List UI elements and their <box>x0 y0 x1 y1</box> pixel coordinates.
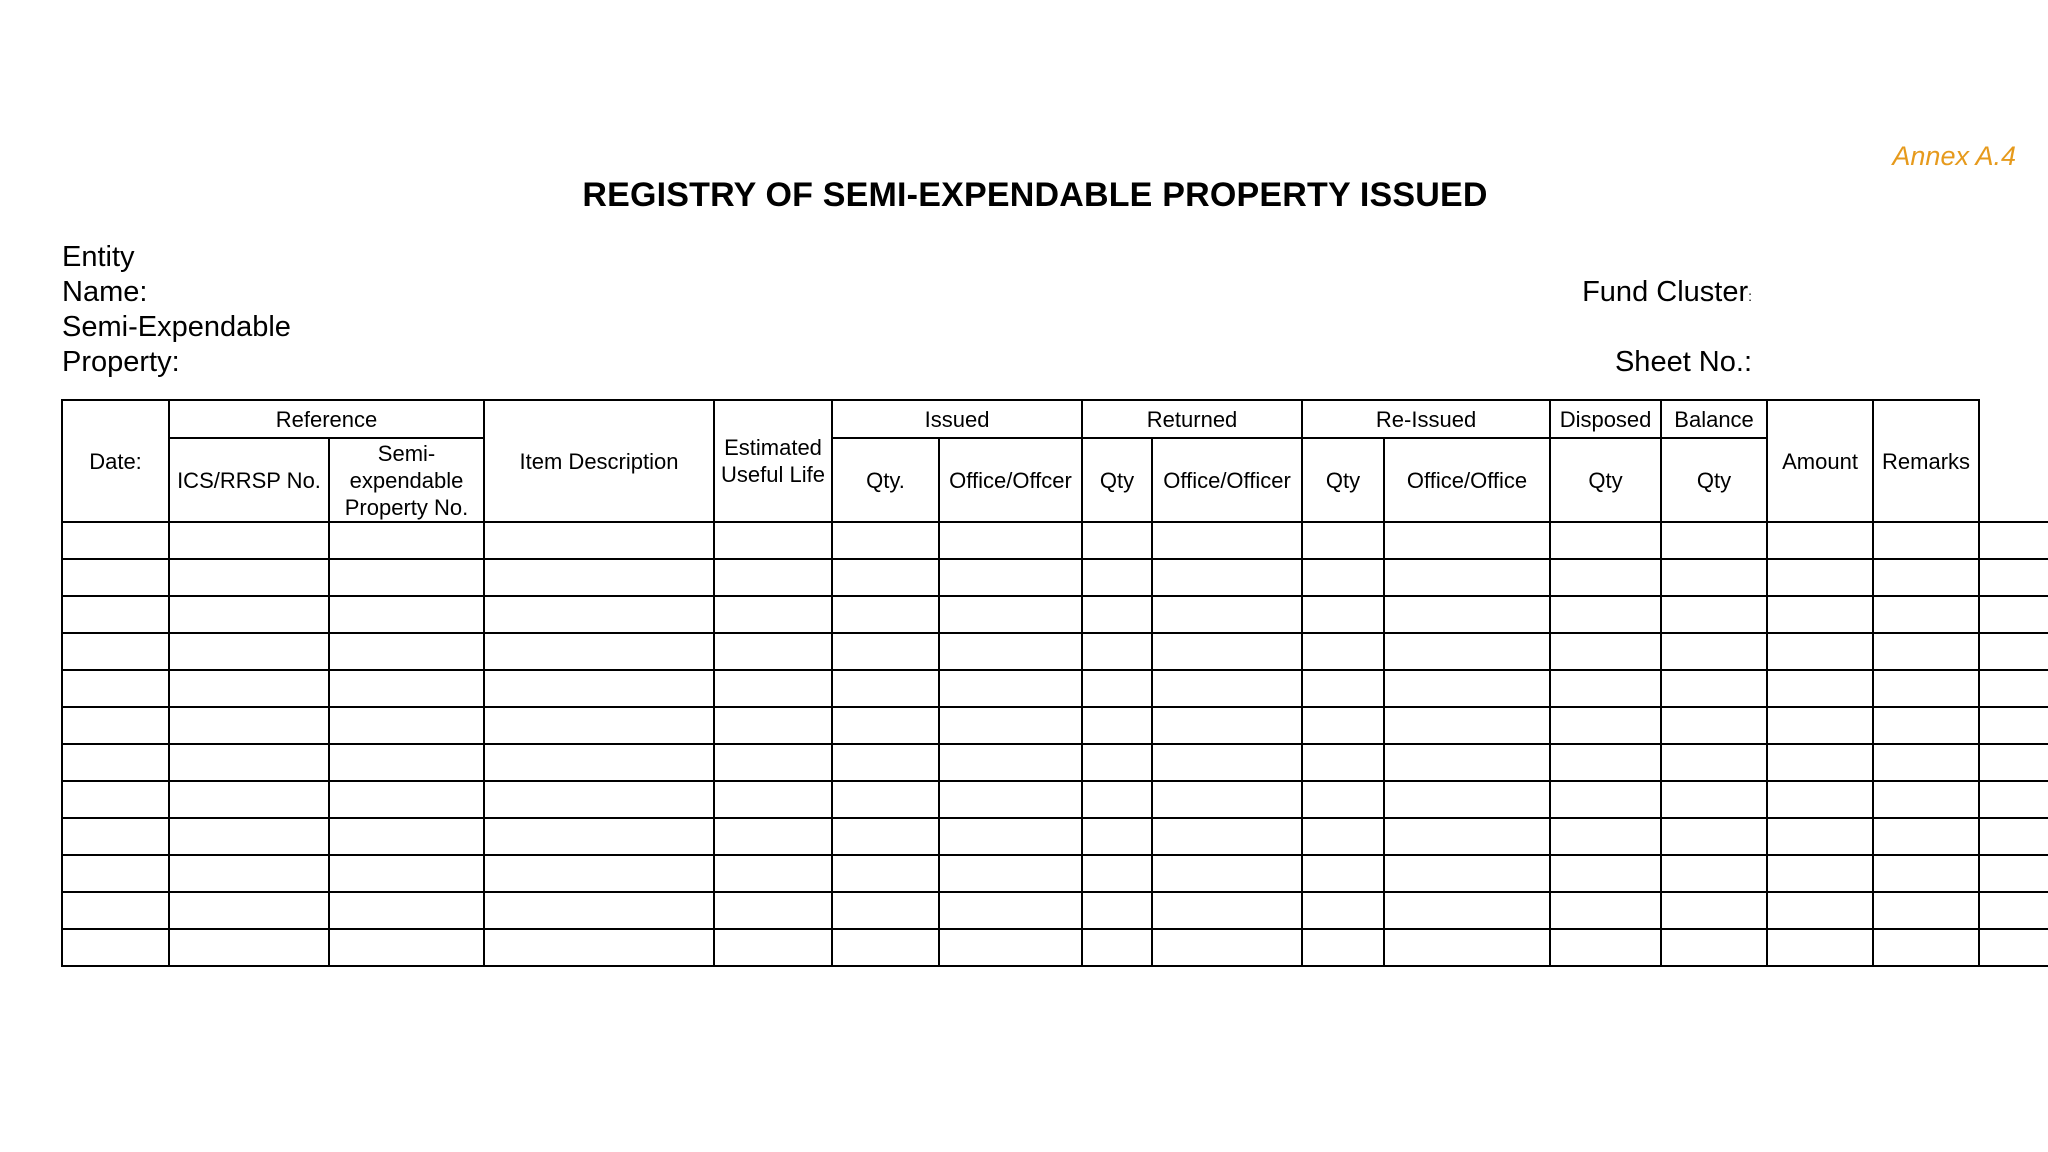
fund-cluster-text: Fund Cluster <box>1582 276 1749 308</box>
table-cell[interactable] <box>1979 855 2048 892</box>
table-cell[interactable] <box>714 707 832 744</box>
table-cell[interactable] <box>1152 707 1302 744</box>
table-cell[interactable] <box>1661 855 1767 892</box>
table-cell[interactable] <box>169 892 329 929</box>
table-cell[interactable] <box>714 892 832 929</box>
table-cell[interactable] <box>1661 744 1767 781</box>
table-cell[interactable] <box>1550 929 1661 966</box>
table-cell[interactable] <box>1302 522 1384 559</box>
table-cell[interactable] <box>1979 818 2048 855</box>
table-cell[interactable] <box>484 744 714 781</box>
semi-expendable-label-line1: Semi-Expendable <box>62 311 291 343</box>
table-cell[interactable] <box>1384 744 1550 781</box>
page-title: REGISTRY OF SEMI-EXPENDABLE PROPERTY ISSUED <box>582 176 1488 214</box>
table-cell[interactable] <box>1082 522 1152 559</box>
table-cell[interactable] <box>169 670 329 707</box>
table-cell[interactable] <box>939 707 1082 744</box>
table-cell[interactable] <box>62 818 169 855</box>
table-cell[interactable] <box>329 559 484 596</box>
table-cell[interactable] <box>1550 596 1661 633</box>
header-returned: Returned <box>1082 400 1302 438</box>
table-cell[interactable] <box>1152 929 1302 966</box>
table-cell[interactable] <box>1384 929 1550 966</box>
table-cell[interactable] <box>939 670 1082 707</box>
table-cell[interactable] <box>832 633 939 670</box>
table-cell[interactable] <box>169 596 329 633</box>
table-cell[interactable] <box>1302 744 1384 781</box>
table-row <box>62 559 2048 596</box>
table-cell[interactable] <box>1767 707 1873 744</box>
table-cell[interactable] <box>1661 522 1767 559</box>
table-cell[interactable] <box>939 855 1082 892</box>
table-cell[interactable] <box>1979 633 2048 670</box>
table-cell[interactable] <box>62 744 169 781</box>
sheet-no-label: Sheet No.: <box>1614 346 1752 378</box>
table-cell[interactable] <box>1550 707 1661 744</box>
table-cell[interactable] <box>1661 559 1767 596</box>
table-cell[interactable] <box>62 707 169 744</box>
table-cell[interactable] <box>1767 596 1873 633</box>
table-cell[interactable] <box>484 892 714 929</box>
table-cell[interactable] <box>714 818 832 855</box>
fund-cluster-label <box>1582 275 1752 314</box>
header-useful-life-line2: Useful Life <box>721 462 825 487</box>
table-cell[interactable] <box>832 707 939 744</box>
table-cell[interactable] <box>169 744 329 781</box>
table-cell[interactable] <box>169 929 329 966</box>
table-cell[interactable] <box>1873 670 1979 707</box>
table-cell[interactable] <box>1661 670 1767 707</box>
table-cell[interactable] <box>939 929 1082 966</box>
table-cell[interactable] <box>1082 929 1152 966</box>
header-sep-no-line3: Property No. <box>344 494 469 520</box>
table-cell[interactable] <box>939 781 1082 818</box>
header-item-description: Item Description <box>484 400 714 522</box>
table-cell[interactable] <box>1082 707 1152 744</box>
table-cell[interactable] <box>1873 744 1979 781</box>
table-cell[interactable] <box>1873 559 1979 596</box>
table-cell[interactable] <box>484 559 714 596</box>
table-cell[interactable] <box>1873 781 1979 818</box>
table-cell[interactable] <box>169 855 329 892</box>
table-cell[interactable] <box>1152 781 1302 818</box>
table-cell[interactable] <box>1767 670 1873 707</box>
table-cell[interactable] <box>1767 818 1873 855</box>
table-cell[interactable] <box>1661 929 1767 966</box>
table-cell[interactable] <box>62 855 169 892</box>
table-cell[interactable] <box>1152 559 1302 596</box>
table-cell[interactable] <box>62 670 169 707</box>
table-cell[interactable] <box>62 929 169 966</box>
table-cell[interactable] <box>1384 522 1550 559</box>
table-cell[interactable] <box>1550 855 1661 892</box>
table-cell[interactable] <box>1152 744 1302 781</box>
table-cell[interactable] <box>939 818 1082 855</box>
table-cell[interactable] <box>1384 670 1550 707</box>
table-cell[interactable] <box>832 670 939 707</box>
table-cell[interactable] <box>329 707 484 744</box>
table-row <box>62 522 2048 559</box>
header-balance-qty: Qty <box>1661 438 1767 522</box>
table-cell[interactable] <box>484 855 714 892</box>
table-cell[interactable] <box>1979 559 2048 596</box>
table-cell[interactable] <box>714 559 832 596</box>
table-cell[interactable] <box>169 781 329 818</box>
table-cell[interactable] <box>714 633 832 670</box>
table-cell[interactable] <box>1550 892 1661 929</box>
table-cell[interactable] <box>484 522 714 559</box>
table-cell[interactable] <box>484 818 714 855</box>
table-cell[interactable] <box>714 855 832 892</box>
table-cell[interactable] <box>1979 522 2048 559</box>
table-cell[interactable] <box>169 707 329 744</box>
table-row <box>62 781 2048 818</box>
header-reissued-office: Office/Office <box>1384 438 1550 522</box>
header-remarks: Remarks <box>1873 400 1979 522</box>
table-cell[interactable] <box>1384 559 1550 596</box>
header-ics-rrsp-no: ICS/RRSP No. <box>169 438 329 522</box>
table-cell[interactable] <box>1384 855 1550 892</box>
table-cell[interactable] <box>832 522 939 559</box>
header-sep-no-line1: Semi- <box>377 440 436 466</box>
table-row <box>62 633 2048 670</box>
table-cell[interactable] <box>1152 818 1302 855</box>
table-cell[interactable] <box>62 559 169 596</box>
table-cell[interactable] <box>169 522 329 559</box>
table-cell[interactable] <box>939 596 1082 633</box>
table-cell[interactable] <box>1767 633 1873 670</box>
table-cell[interactable] <box>1082 744 1152 781</box>
table-cell[interactable] <box>1302 670 1384 707</box>
table-cell[interactable] <box>714 670 832 707</box>
table-cell[interactable] <box>1767 559 1873 596</box>
table-cell[interactable] <box>1082 892 1152 929</box>
header-returned-office-officer: Office/Officer <box>1152 438 1302 522</box>
header-issued-office-officer: Office/Offcer <box>939 438 1082 522</box>
table-cell[interactable] <box>939 522 1082 559</box>
table-cell[interactable] <box>1302 707 1384 744</box>
table-cell[interactable] <box>1661 818 1767 855</box>
table-cell[interactable] <box>1082 559 1152 596</box>
table-cell[interactable] <box>1661 707 1767 744</box>
table-cell[interactable] <box>1152 596 1302 633</box>
table-cell[interactable] <box>1873 818 1979 855</box>
table-cell[interactable] <box>329 670 484 707</box>
header-amount: Amount <box>1767 400 1873 522</box>
table-row <box>62 892 2048 929</box>
table-cell[interactable] <box>1767 855 1873 892</box>
table-cell[interactable] <box>1767 744 1873 781</box>
table-cell[interactable] <box>1152 522 1302 559</box>
table-cell[interactable] <box>1550 781 1661 818</box>
registry-body <box>62 522 2048 966</box>
table-cell[interactable] <box>1302 781 1384 818</box>
table-cell[interactable] <box>832 818 939 855</box>
table-row <box>62 707 2048 744</box>
header-reissued-qty: Qty <box>1302 438 1384 522</box>
table-cell[interactable] <box>329 929 484 966</box>
table-cell[interactable] <box>62 596 169 633</box>
table-cell[interactable] <box>1873 522 1979 559</box>
table-cell[interactable] <box>484 707 714 744</box>
table-cell[interactable] <box>832 929 939 966</box>
table-cell[interactable] <box>329 522 484 559</box>
header-sep-no-line2: expendable <box>349 467 464 493</box>
table-cell[interactable] <box>329 855 484 892</box>
table-cell[interactable] <box>329 596 484 633</box>
table-cell[interactable] <box>1767 929 1873 966</box>
table-cell[interactable] <box>1152 633 1302 670</box>
registry-table <box>61 399 2048 967</box>
header-issued: Issued <box>832 400 1082 438</box>
table-cell[interactable] <box>329 633 484 670</box>
table-cell[interactable] <box>1979 929 2048 966</box>
table-cell[interactable] <box>1873 707 1979 744</box>
table-cell[interactable] <box>832 596 939 633</box>
table-cell[interactable] <box>1302 855 1384 892</box>
table-cell[interactable] <box>832 559 939 596</box>
table-cell[interactable] <box>832 781 939 818</box>
entity-name-label-line2: Name: <box>62 276 148 308</box>
table-cell[interactable] <box>1302 892 1384 929</box>
table-cell[interactable] <box>1979 670 2048 707</box>
table-cell[interactable] <box>1302 633 1384 670</box>
table-cell[interactable] <box>714 744 832 781</box>
table-cell[interactable] <box>1082 818 1152 855</box>
table-cell[interactable] <box>1873 633 1979 670</box>
table-row <box>62 929 2048 966</box>
table-cell[interactable] <box>1384 892 1550 929</box>
header-disposed-qty: Qty <box>1550 438 1661 522</box>
table-cell[interactable] <box>1979 596 2048 633</box>
table-row <box>62 670 2048 707</box>
table-cell[interactable] <box>1384 707 1550 744</box>
header-date: Date: <box>62 400 169 522</box>
table-cell[interactable] <box>329 744 484 781</box>
table-cell[interactable] <box>62 633 169 670</box>
table-cell[interactable] <box>1550 670 1661 707</box>
table-cell[interactable] <box>1152 670 1302 707</box>
table-cell[interactable] <box>1767 892 1873 929</box>
table-cell[interactable] <box>1767 781 1873 818</box>
table-cell[interactable] <box>169 818 329 855</box>
table-cell[interactable] <box>939 744 1082 781</box>
table-cell[interactable] <box>1873 892 1979 929</box>
table-cell[interactable] <box>714 596 832 633</box>
table-cell[interactable] <box>1550 744 1661 781</box>
table-cell[interactable] <box>484 596 714 633</box>
table-cell[interactable] <box>1979 892 2048 929</box>
table-cell[interactable] <box>1661 892 1767 929</box>
table-cell[interactable] <box>1384 596 1550 633</box>
table-cell[interactable] <box>1979 744 2048 781</box>
table-cell[interactable] <box>832 892 939 929</box>
table-row <box>62 744 2048 781</box>
table-cell[interactable] <box>484 929 714 966</box>
header-issued-qty: Qty. <box>832 438 939 522</box>
table-cell[interactable] <box>62 781 169 818</box>
table-cell[interactable] <box>832 855 939 892</box>
table-cell[interactable] <box>1661 633 1767 670</box>
table-cell[interactable] <box>1082 596 1152 633</box>
table-cell[interactable] <box>1082 670 1152 707</box>
table-cell[interactable] <box>484 633 714 670</box>
table-cell[interactable] <box>1152 855 1302 892</box>
table-cell[interactable] <box>939 559 1082 596</box>
table-cell[interactable] <box>1082 781 1152 818</box>
table-row <box>62 596 2048 633</box>
header-semi-expendable-property-no <box>329 438 484 522</box>
entity-name-label <box>62 240 147 310</box>
table-row <box>62 855 2048 892</box>
header-returned-qty: Qty <box>1082 438 1152 522</box>
semi-expendable-label-line2: Property: <box>62 346 180 378</box>
table-cell[interactable] <box>939 892 1082 929</box>
table-cell[interactable] <box>1152 892 1302 929</box>
table-cell[interactable] <box>1384 781 1550 818</box>
table-cell[interactable] <box>1979 781 2048 818</box>
table-cell[interactable] <box>484 670 714 707</box>
header-useful-life-line1: Estimated <box>724 435 822 460</box>
table-cell[interactable] <box>1082 855 1152 892</box>
header-disposed: Disposed <box>1550 400 1661 438</box>
table-cell[interactable] <box>1550 559 1661 596</box>
table-cell[interactable] <box>1550 633 1661 670</box>
table-cell[interactable] <box>714 781 832 818</box>
table-cell[interactable] <box>169 559 329 596</box>
table-cell[interactable] <box>1661 596 1767 633</box>
table-cell[interactable] <box>1767 522 1873 559</box>
table-cell[interactable] <box>1873 855 1979 892</box>
table-cell[interactable] <box>169 633 329 670</box>
table-cell[interactable] <box>62 522 169 559</box>
table-cell[interactable] <box>1873 929 1979 966</box>
table-cell[interactable] <box>1873 596 1979 633</box>
header-reissued: Re-Issued <box>1302 400 1550 438</box>
table-cell[interactable] <box>714 929 832 966</box>
table-cell[interactable] <box>939 633 1082 670</box>
table-cell[interactable] <box>1661 781 1767 818</box>
fund-cluster-colon: : <box>1748 288 1752 304</box>
table-cell[interactable] <box>484 781 714 818</box>
table-cell[interactable] <box>329 818 484 855</box>
table-cell[interactable] <box>329 892 484 929</box>
table-cell[interactable] <box>1550 522 1661 559</box>
table-cell[interactable] <box>1384 633 1550 670</box>
table-cell[interactable] <box>714 522 832 559</box>
table-cell[interactable] <box>1302 818 1384 855</box>
semi-expendable-property-label <box>62 310 291 380</box>
header-reference: Reference <box>169 400 484 438</box>
table-cell[interactable] <box>329 781 484 818</box>
annex-label: Annex A.4 <box>1892 141 2016 171</box>
header-balance: Balance <box>1661 400 1767 438</box>
table-cell[interactable] <box>62 892 169 929</box>
table-cell[interactable] <box>1384 818 1550 855</box>
table-cell[interactable] <box>1082 633 1152 670</box>
table-cell[interactable] <box>1979 707 2048 744</box>
header-estimated-useful-life <box>714 400 832 522</box>
table-cell[interactable] <box>1302 596 1384 633</box>
table-cell[interactable] <box>1302 929 1384 966</box>
table-cell[interactable] <box>832 744 939 781</box>
table-cell[interactable] <box>1550 818 1661 855</box>
table-cell[interactable] <box>1302 559 1384 596</box>
table-row <box>62 818 2048 855</box>
entity-name-label-line1: Entity <box>62 241 135 273</box>
